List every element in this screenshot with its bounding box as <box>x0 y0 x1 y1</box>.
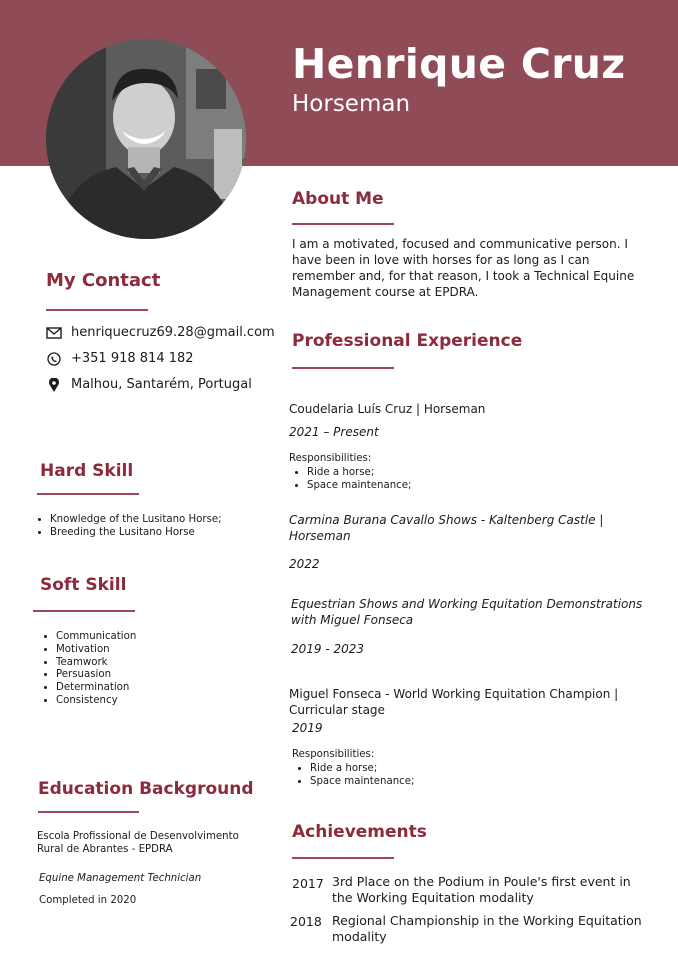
contact-divider <box>46 309 148 311</box>
list-item: • Ride a horse; <box>307 467 557 480</box>
phone-icon <box>46 352 62 366</box>
hard-skill-divider <box>37 493 139 495</box>
job-4-title: Miguel Fonseca - World Working Equitation Champion | Curricular stage <box>289 687 619 717</box>
list-item: • Breeding the Lusitano Horse <box>50 527 280 540</box>
job-4-responsibilities-label: Responsibilities: <box>292 749 375 760</box>
about-divider <box>292 223 394 225</box>
education-completed: Completed in 2020 <box>39 895 137 906</box>
achievement-1-text: 3rd Place on the Podium in Poule's first event in the Working Equitation modality <box>332 874 631 905</box>
list-item: • Space maintenance; <box>307 480 557 493</box>
location-pin-icon <box>46 378 62 392</box>
job-3-title: Equestrian Shows and Working Equitation Demonstrations with Miguel Fonseca <box>291 597 643 627</box>
candidate-role: Horseman <box>292 91 411 117</box>
hard-skill-heading: Hard Skill <box>40 461 134 481</box>
list-item: • Space maintenance; <box>310 776 560 789</box>
contact-phone[interactable]: +351 918 814 182 <box>71 351 194 366</box>
achievement-2-year: 2018 <box>290 914 322 929</box>
education-heading: Education Background <box>38 779 254 799</box>
achievements-heading: Achievements <box>292 822 427 842</box>
contact-heading: My Contact <box>46 270 161 291</box>
job-2-title: Carmina Burana Cavallo Shows - Kaltenberg Castle | Horseman <box>289 513 604 543</box>
list-item: • Motivation <box>56 644 256 657</box>
education-course: Equine Management Technician <box>39 873 202 884</box>
contact-location: Malhou, Santarém, Portugal <box>71 377 252 392</box>
contact-email[interactable]: henriquecruz69.28@gmail.com <box>71 325 275 340</box>
mail-icon <box>46 326 62 340</box>
person-portrait-icon <box>46 39 246 239</box>
list-item: • Determination <box>56 682 256 695</box>
list-item: • Ride a horse; <box>310 763 560 776</box>
job-1-responsibilities-label: Responsibilities: <box>289 453 372 464</box>
about-text: I am a motivated, focused and communicative person. I have been in love with horses for as long as I can remember and, for that reason, I took a Technical Equine Management course at EPDRA. <box>292 237 635 299</box>
job-1-title: Coudelaria Luís Cruz | Horseman <box>289 402 486 416</box>
achievement-1-year: 2017 <box>292 876 324 891</box>
achievement-2-text: Regional Championship in the Working Equitation modality <box>332 913 642 944</box>
soft-skill-heading: Soft Skill <box>40 575 127 595</box>
education-divider <box>38 811 139 813</box>
job-3-period: 2019 - 2023 <box>291 642 365 656</box>
job-1-responsibilities <box>289 467 557 493</box>
list-item: • Knowledge of the Lusitano Horse; <box>50 514 280 527</box>
experience-divider <box>292 367 394 369</box>
list-item: • Communication <box>56 631 256 644</box>
achievements-divider <box>292 857 394 859</box>
job-2-period: 2022 <box>289 557 320 571</box>
contact-phone-row[interactable] <box>46 351 194 366</box>
education-school: Escola Profissional de Desenvolvimento Rural de Abrantes - EPDRA <box>37 831 239 855</box>
profile-photo <box>46 39 246 239</box>
job-1-period: 2021 – Present <box>289 425 379 439</box>
list-item: • Persuasion <box>56 669 256 682</box>
contact-location-row <box>46 377 252 392</box>
experience-heading: Professional Experience <box>292 331 523 351</box>
hard-skill-list <box>32 514 280 540</box>
candidate-name: Henrique Cruz <box>292 40 626 88</box>
soft-skill-list <box>38 631 256 708</box>
list-item: • Consistency <box>56 695 256 708</box>
job-4-period: 2019 <box>292 721 323 735</box>
contact-email-row[interactable] <box>46 325 275 340</box>
job-4-responsibilities <box>292 763 560 789</box>
soft-skill-divider <box>33 610 135 612</box>
about-heading: About Me <box>292 189 384 209</box>
list-item: • Teamwork <box>56 657 256 670</box>
